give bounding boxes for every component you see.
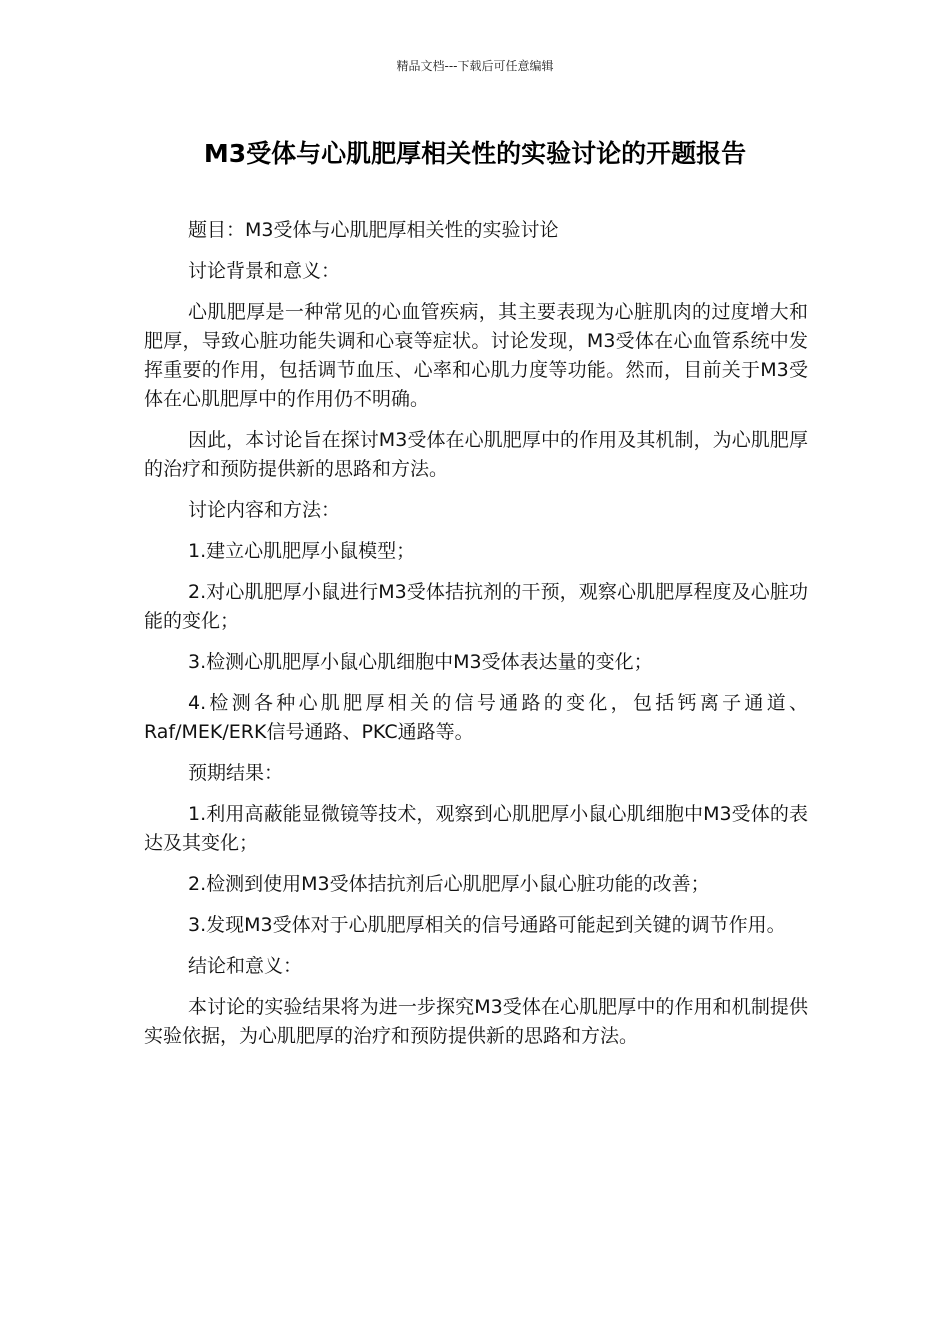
result-item-2: 2.检测到使用M3受体拮抗剂后心肌肥厚小鼠心脏功能的改善； <box>188 873 710 895</box>
document-body <box>144 216 808 1063</box>
section-heading-methods: 讨论内容和方法： <box>188 499 341 521</box>
method-item-3: 3.检测心肌肥厚小鼠心肌细胞中M3受体表达量的变化； <box>188 651 653 673</box>
topic-line: 题目：M3受体与心肌肥厚相关性的实验讨论 <box>188 219 559 241</box>
section-heading-background: 讨论背景和意义： <box>188 260 341 282</box>
section-heading-conclusion: 结论和意义： <box>188 955 303 977</box>
conclusion-paragraph: 本讨论的实验结果将为进一步探究M3受体在心肌肥厚中的作用和机制提供实验依据，为心肌肥厚的治疗和预防提供新的思路和方法。 <box>144 996 808 1047</box>
method-item-4: 4.检测各种心肌肥厚相关的信号通路的变化，包括钙离子通道、Raf/MEK/ERK信号通路、PKC通路等。 <box>144 692 808 743</box>
result-item-3: 3.发现M3受体对于心肌肥厚相关的信号通路可能起到关键的调节作用。 <box>188 914 786 936</box>
background-paragraph: 心肌肥厚是一种常见的心血管疾病，其主要表现为心脏肌肉的过度增大和肥厚，导致心脏功能失调和心衰等症状。讨论发现，M3受体在心血管系统中发挥重要的作用，包括调节血压、心率和心肌力度等功能。然而，目前关于M3受体在心肌肥厚中的作用仍不明确。 <box>144 301 808 410</box>
method-item-2: 2.对心肌肥厚小鼠进行M3受体拮抗剂的干预，观察心肌肥厚程度及心脏功能的变化； <box>144 581 808 632</box>
document-title: M3受体与心肌肥厚相关性的实验讨论的开题报告 <box>203 139 747 168</box>
section-heading-expected-results: 预期结果： <box>188 762 284 784</box>
result-item-1: 1.利用高蔽能显微镜等技术，观察到心肌肥厚小鼠心肌细胞中M3受体的表达及其变化； <box>144 803 808 854</box>
method-item-1: 1.建立心肌肥厚小鼠模型； <box>188 540 416 562</box>
purpose-paragraph: 因此，本讨论旨在探讨M3受体在心肌肥厚中的作用及其机制，为心肌肥厚的治疗和预防提供新的思路和方法。 <box>144 429 808 480</box>
page-header-note: 精品文档---下载后可任意编辑 <box>396 59 554 73</box>
